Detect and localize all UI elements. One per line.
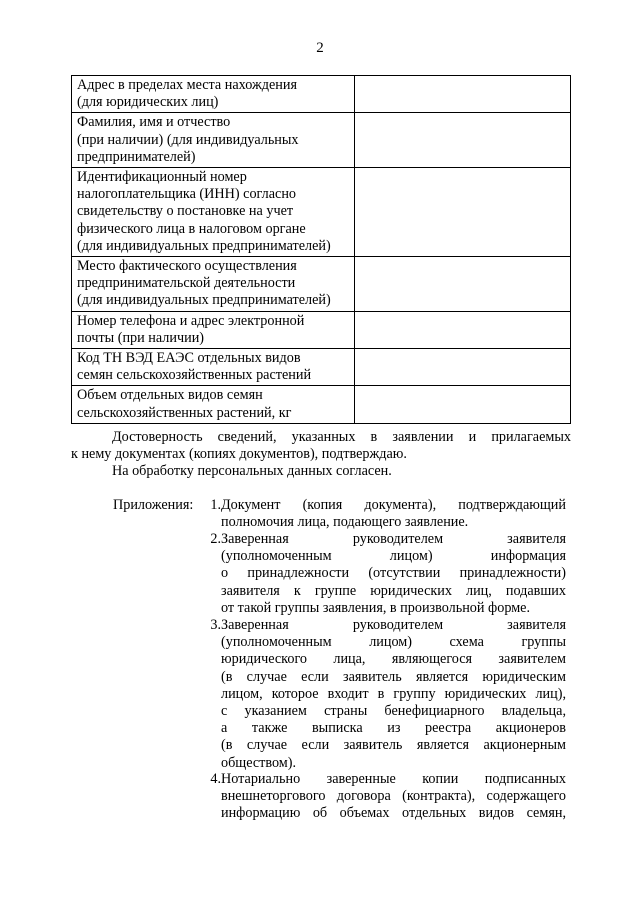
appendix-number: 1. — [210, 497, 221, 513]
appendix-text-line: от такой группы заявления, в произвольной форме. — [221, 599, 531, 616]
field-label — [72, 386, 355, 423]
appendix-number: 4. — [210, 771, 221, 787]
field-label-line: физического лица в налоговом органе — [77, 220, 306, 237]
field-label-line: свидетельству о постановке на учет — [77, 203, 294, 220]
table-row — [72, 113, 571, 168]
field-label — [72, 311, 355, 348]
appendix-text-line: (уполномоченным лицом) схема группы — [221, 634, 566, 651]
field-value-cell[interactable] — [355, 311, 571, 348]
page-number: 2 — [316, 40, 324, 56]
consent-statement: На обработку персональных данных согласен. — [112, 463, 392, 479]
field-value-cell[interactable] — [355, 168, 571, 257]
appendix-text-line: полномочия лица, подающего заявление. — [221, 514, 469, 531]
table-row — [72, 349, 571, 386]
appendix-text-line: (в случае если заявитель является юридическим — [221, 668, 566, 685]
field-value-cell[interactable] — [355, 76, 571, 113]
field-value-cell[interactable] — [355, 386, 571, 423]
appendix-text-line: информацию об объемах отдельных видов семян, — [221, 805, 566, 822]
appendix-text-line: с указанием страны бенефициарного владельца, — [221, 703, 566, 719]
field-label-line: Номер телефона и адрес электронной — [77, 312, 305, 329]
appendix-text-line: лицом, которое входит в группу юридических лиц), — [221, 685, 566, 702]
field-label-line: Адрес в пределах места нахождения — [77, 77, 297, 93]
field-label-line: (для индивидуальных предпринимателей) — [77, 237, 331, 254]
field-value-cell[interactable] — [355, 113, 571, 168]
appendix-text-line: о принадлежности (отсутствии принадлежности) — [221, 565, 566, 582]
appendix-text-line: (в случае если заявитель является акционерным — [221, 737, 566, 754]
appendix-number: 2. — [210, 531, 221, 547]
table-row — [72, 168, 571, 257]
table-row — [72, 257, 571, 312]
confirmation-line-1: Достоверность сведений, указанных в заявлении и прилагаемых — [112, 429, 571, 445]
field-label-line: налогоплательщика (ИНН) согласно — [77, 186, 297, 203]
field-label-line: почты (при наличии) — [77, 329, 205, 346]
applicant-info-table — [71, 75, 571, 424]
appendix-text-line: юридического лица, являющегося заявителем — [221, 651, 566, 668]
field-label-line: предпринимательской деятельности — [77, 275, 296, 292]
field-label-line: Фамилия, имя и отчество — [77, 114, 231, 131]
field-label-line: Идентификационный номер — [77, 169, 247, 186]
confirmation-line-2: к нему документах (копиях документов), подтверждаю. — [71, 446, 407, 462]
appendix-text-line: заявителя к группе юридических лиц, подавших — [221, 582, 566, 599]
field-value-cell[interactable] — [355, 349, 571, 386]
field-value-cell[interactable] — [355, 257, 571, 312]
appendix-text-line: Нотариально заверенные копии подписанных — [221, 771, 566, 787]
field-label-line: (для индивидуальных предпринимателей) — [77, 292, 331, 309]
field-label-line: (при наличии) (для индивидуальных — [77, 131, 299, 148]
appendix-number: 3. — [210, 617, 221, 633]
appendix-text-line: Заверенная руководителем заявителя — [221, 531, 566, 547]
appendix-text-line: внешнеторгового договора (контракта), содержащего — [221, 788, 566, 805]
appendix-text-line: а также выписка из реестра акционеров — [221, 720, 566, 737]
field-label-line: сельскохозяйственных растений, кг — [77, 404, 292, 421]
field-label — [72, 76, 355, 113]
field-label-line: семян сельскохозяйственных растений — [77, 367, 312, 384]
appendices-label: Приложения: — [113, 497, 194, 513]
table-row — [72, 76, 571, 113]
appendix-text-line: Документ (копия документа), подтверждающий — [221, 497, 566, 513]
field-label-line: Код ТН ВЭД ЕАЭС отдельных видов — [77, 350, 301, 367]
appendix-text-line: обществом). — [221, 754, 297, 771]
field-label-line: Место фактического осуществления — [77, 258, 297, 275]
field-label — [72, 113, 355, 168]
appendix-text-line: Заверенная руководителем заявителя — [221, 617, 566, 633]
field-label-line: предпринимателей) — [77, 148, 196, 165]
field-label — [72, 257, 355, 312]
field-label — [72, 168, 355, 257]
appendix-text-line: (уполномоченным лицом) информация — [221, 548, 566, 565]
table-row — [72, 311, 571, 348]
field-label-line: (для юридических лиц) — [77, 94, 219, 111]
field-label-line: Объем отдельных видов семян — [77, 387, 263, 404]
table-row — [72, 386, 571, 423]
field-label — [72, 349, 355, 386]
